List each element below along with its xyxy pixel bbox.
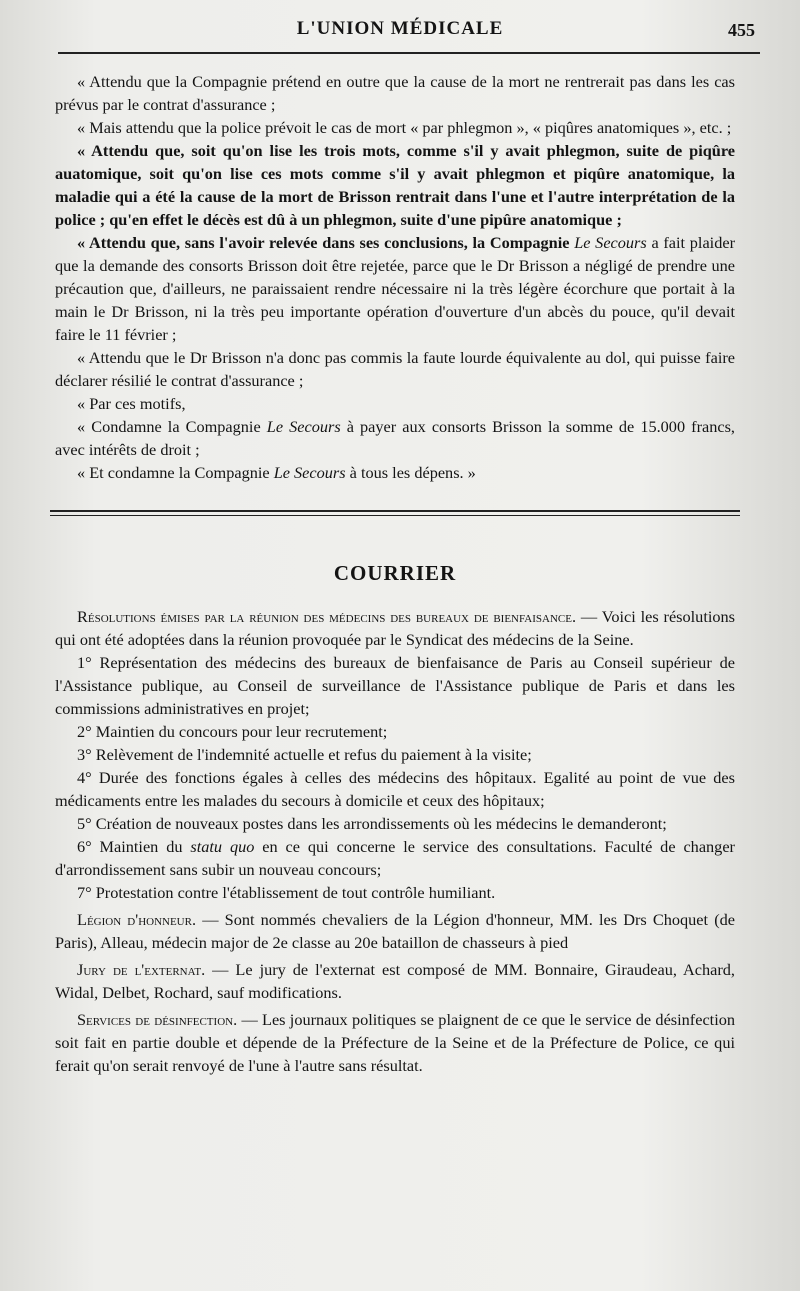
courrier-section: [55, 605, 735, 1077]
paragraph-text: — Voici les résolutions qui ont été adoptées dans la réunion provoquée par le Syndicat des médecins de la Seine.: [55, 607, 735, 649]
resolutions-heading: Résolutions émises par la réunion des médecins des bureaux de bienfaisance.: [77, 607, 577, 626]
desinfection-paragraph: [55, 1008, 735, 1077]
paragraph: « Mais attendu que la police prévoit le cas de mort « par phlegmon », « piqûres anatomiques », etc. ;: [77, 118, 732, 137]
paragraph-text: « Condamne la Compagnie: [77, 417, 267, 436]
desinfection-heading: Services de désinfection.: [77, 1010, 238, 1029]
paragraph-text: 6° Maintien du: [77, 837, 191, 856]
paragraph-text: « Et condamne la Compagnie: [77, 463, 274, 482]
resolution-item: 5° Création de nouveaux postes dans les arrondissements où les médecins le demanderont;: [77, 814, 667, 833]
legion-heading: Légion d'honneur.: [77, 910, 197, 929]
paragraph-text: — Le jury de l'externat est composé de MM. Bonnaire, Giraudeau, Achard, Widal, Delbet, Rochard, sauf modifications.: [55, 960, 736, 1002]
paragraph-text: à tous les dépens. »: [345, 463, 476, 482]
paragraph: « Par ces motifs,: [77, 394, 186, 413]
page-header: [55, 18, 755, 48]
page-number: 455: [728, 20, 755, 40]
company-name: Le Secours: [574, 233, 647, 252]
resolution-item: 1° Représentation des médecins des bureaux de bienfaisance de Paris au Conseil supérieur de l'Assistance publique, au Conseil de surveillance de l'Assistance publique de Paris et dans les commissions administratives en projet;: [55, 653, 735, 718]
company-name: Le Secours: [266, 417, 341, 436]
paragraph: [55, 415, 735, 461]
resolution-item: 4° Durée des fonctions égales à celles des médecins des hôpitaux. Egalité au point de vue des médicaments entre les malades du secours à domicile et ceux des hôpitaux;: [55, 768, 735, 810]
paragraph-text: « Attendu que, sans l'avoir relevée dans ses conclusions, la Compagnie: [77, 233, 575, 252]
paragraph-text: — Sont nommés chevaliers de la Légion d'honneur, MM. les Drs Choquet (de Paris), Alleau, médecin major de 2e classe au 20e bataillon de chasseurs à pied: [55, 910, 736, 952]
resolution-item: [55, 835, 735, 881]
company-name: Le Secours: [273, 463, 346, 482]
legion-paragraph: [55, 908, 735, 954]
section-title: COURRIER: [333, 561, 457, 585]
resolution-item: 3° Relèvement de l'indemnité actuelle et refus du paiement à la visite;: [77, 745, 532, 764]
latin-phrase: statu quo: [190, 837, 255, 856]
section-separator: [50, 510, 740, 516]
paragraph: [55, 461, 735, 484]
page-body: [55, 70, 735, 1077]
jury-paragraph: [55, 958, 735, 1004]
paragraph: « Attendu que, soit qu'on lise les trois mots, comme s'il y avait phlegmon, suite de piqûre auatomique, soit qu'on lise ces mots comme s'il y avait phlegmon et piqûre anatomique, la maladie qui a été la cause de la mort de Brisson rentrait dans l'une et l'autre interprétation de la police ; qu'en effet le décès est dû à un phlegmon, suite d'une pipûre anatomique ;: [55, 141, 735, 229]
header-rule: [58, 52, 760, 54]
journal-title: L'UNION MÉDICALE: [296, 18, 504, 39]
resolution-item: 7° Protestation contre l'établissement de tout contrôle humiliant.: [77, 883, 496, 902]
paragraph: [55, 231, 735, 346]
paragraph-text: en ce qui concerne le service des consultations. Faculté de changer d'arrondissement sans subir un nouveau concours;: [55, 837, 735, 879]
paragraph-text: à payer aux consorts Brisson la somme de 15.000 francs, avec intérêts de droit ;: [55, 417, 736, 459]
resolutions-paragraph: [55, 605, 735, 651]
paragraph: « Attendu que le Dr Brisson n'a donc pas commis la faute lourde équivalente au dol, qui puisse faire déclarer résilié le contrat d'assurance ;: [55, 348, 735, 390]
paragraph: « Attendu que la Compagnie prétend en outre que la cause de la mort ne rentrerait pas dans les cas prévus par le contrat d'assurance ;: [55, 72, 735, 114]
paragraph-text: a fait plaider que la demande des consorts Brisson doit être rejetée, parce que le Dr Brisson a négligé de prendre une précaution que, d'ailleurs, ne paraissaient rendre nécessaire ni la très légère écorchure que portait à la main le Dr Brisson, ni la très peu importante opération d'ouverture d'un abcès du pouce, qu'il devait faire le 11 février ;: [55, 233, 735, 344]
resolution-item: 2° Maintien du concours pour leur recrutement;: [77, 722, 388, 741]
paragraph-text: — Les journaux politiques se plaignent de ce que le service de désinfection soit fait en partie double et dépende de la Préfecture de la Seine et de la Préfecture de Police, ce qui ferait qu'on serait renvoyé de l'une à l'autre sans résultat.: [55, 1010, 736, 1075]
judgment-text: [55, 70, 735, 484]
jury-heading: Jury de l'externat.: [77, 960, 206, 979]
